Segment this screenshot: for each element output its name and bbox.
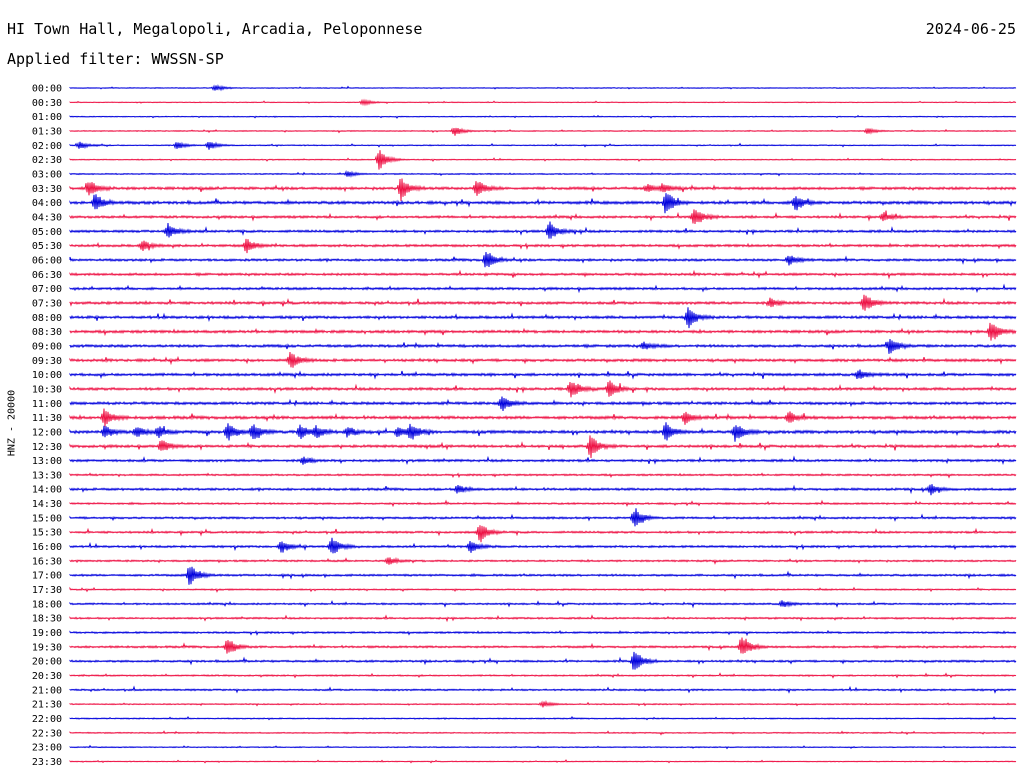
row-time-label: 08:30 xyxy=(31,327,62,339)
seismic-trace-row xyxy=(70,422,1016,441)
seismic-trace-row xyxy=(70,525,1016,542)
seismic-trace-row xyxy=(70,760,1016,763)
date-label: 2024-06-25 xyxy=(925,20,1016,38)
row-time-label: 15:30 xyxy=(31,527,62,539)
row-time-label: 06:00 xyxy=(31,255,62,267)
seismic-trace-row xyxy=(70,616,1016,621)
row-time-label: 18:00 xyxy=(31,599,62,611)
row-time-label: 10:30 xyxy=(31,384,62,396)
row-time-label: 14:30 xyxy=(31,499,62,511)
row-time-label: 17:30 xyxy=(31,585,62,597)
row-time-label: 20:30 xyxy=(31,671,62,683)
seismic-trace-row xyxy=(70,638,1016,654)
station-title: HI Town Hall, Megalopoli, Arcadia, Peloponnese xyxy=(7,20,423,38)
row-time-label: 14:00 xyxy=(31,484,62,496)
seismic-trace-row xyxy=(70,209,1016,224)
row-time-label: 22:00 xyxy=(31,714,62,726)
filter-prefix: Applied filter: xyxy=(7,50,143,68)
row-time-label: 16:00 xyxy=(31,542,62,554)
seismic-trace-row xyxy=(70,323,1016,341)
seismic-trace-row xyxy=(70,397,1016,411)
row-time-label: 17:00 xyxy=(31,570,62,582)
seismic-trace-row xyxy=(70,409,1016,427)
row-time-label: 03:00 xyxy=(31,169,62,181)
row-time-label: 06:30 xyxy=(31,269,62,281)
row-time-label: 23:30 xyxy=(31,757,62,769)
seismic-trace-row xyxy=(70,538,1016,553)
seismic-trace-row xyxy=(70,239,1016,253)
row-time-label: 11:30 xyxy=(31,413,62,425)
row-time-label: 02:00 xyxy=(31,140,62,152)
seismic-trace-row xyxy=(70,222,1016,239)
row-time-label: 07:30 xyxy=(31,298,62,310)
row-time-label: 10:00 xyxy=(31,370,62,382)
row-time-label: 21:30 xyxy=(31,699,62,711)
row-time-label: 02:30 xyxy=(31,155,62,167)
row-time-label: 13:00 xyxy=(31,456,62,468)
seismic-trace-row xyxy=(70,142,1016,150)
row-time-label: 22:30 xyxy=(31,728,62,740)
row-time-label: 00:30 xyxy=(31,97,62,109)
seismic-trace-row xyxy=(70,567,1016,585)
row-time-label: 05:30 xyxy=(31,241,62,253)
row-time-label: 15:00 xyxy=(31,513,62,525)
row-time-label: 20:00 xyxy=(31,656,62,668)
seismic-trace-row xyxy=(70,717,1016,720)
seismic-trace-row xyxy=(70,508,1016,526)
row-time-label: 19:00 xyxy=(31,628,62,640)
seismic-trace-row xyxy=(70,731,1016,734)
seismic-trace-row xyxy=(70,381,1016,398)
seismic-trace-row xyxy=(70,100,1016,104)
row-time-label: 11:00 xyxy=(31,398,62,410)
seismic-trace-row xyxy=(70,457,1016,465)
seismic-trace-row xyxy=(70,435,1016,458)
seismic-trace-row xyxy=(70,473,1016,477)
seismic-trace-row xyxy=(70,631,1016,635)
row-time-label: 21:00 xyxy=(31,685,62,697)
row-time-label: 05:00 xyxy=(31,226,62,238)
row-time-label: 04:00 xyxy=(31,198,62,210)
row-time-label: 08:00 xyxy=(31,312,62,324)
row-time-label: 09:00 xyxy=(31,341,62,353)
row-time-label: 09:30 xyxy=(31,355,62,367)
seismic-trace-row xyxy=(70,171,1016,176)
seismic-trace-row xyxy=(70,702,1016,708)
seismic-trace-row xyxy=(70,674,1016,678)
seismic-trace-row xyxy=(70,86,1016,91)
seismic-trace-row xyxy=(70,116,1016,118)
row-time-label: 01:30 xyxy=(31,126,62,138)
row-time-label: 01:00 xyxy=(31,112,62,124)
seismic-trace-row xyxy=(70,746,1016,749)
seismic-trace-row xyxy=(70,687,1016,692)
row-time-label: 03:30 xyxy=(31,183,62,195)
seismic-trace-row xyxy=(70,600,1016,607)
row-time-label: 23:00 xyxy=(31,742,62,754)
seismic-trace-row xyxy=(70,501,1016,506)
row-time-label: 12:30 xyxy=(31,441,62,453)
row-time-label: 13:30 xyxy=(31,470,62,482)
row-time-label: 18:30 xyxy=(31,613,62,625)
seismic-trace-row xyxy=(70,128,1016,136)
seismic-trace-row xyxy=(70,193,1016,213)
seismic-trace-row xyxy=(70,557,1016,564)
seismic-trace-row xyxy=(70,588,1016,592)
trace-group xyxy=(70,86,1016,763)
row-time-label: 07:00 xyxy=(31,284,62,296)
seismic-trace-row xyxy=(70,271,1016,277)
seismic-trace-row xyxy=(70,178,1016,200)
row-label-group xyxy=(32,84,62,769)
seismic-trace-row xyxy=(70,285,1016,291)
seismic-trace-row xyxy=(70,652,1016,670)
seismic-trace-row xyxy=(70,307,1016,328)
row-time-label: 04:30 xyxy=(31,212,62,224)
row-time-label: 16:30 xyxy=(31,556,62,568)
seismic-trace-row xyxy=(70,295,1016,311)
seismic-trace-row xyxy=(70,370,1016,379)
channel-label: HNZ - 20000 xyxy=(6,389,18,457)
seismic-trace-row xyxy=(70,252,1016,267)
row-time-label: 19:30 xyxy=(31,642,62,654)
filter-name: WWSSN-SP xyxy=(151,50,224,68)
seismic-trace-row xyxy=(70,150,1016,169)
seismic-trace-row xyxy=(70,484,1016,495)
row-time-label: 00:00 xyxy=(31,83,62,95)
seismic-trace-row xyxy=(70,339,1016,354)
seismic-trace-row xyxy=(70,352,1016,368)
row-time-label: 12:00 xyxy=(31,427,62,439)
